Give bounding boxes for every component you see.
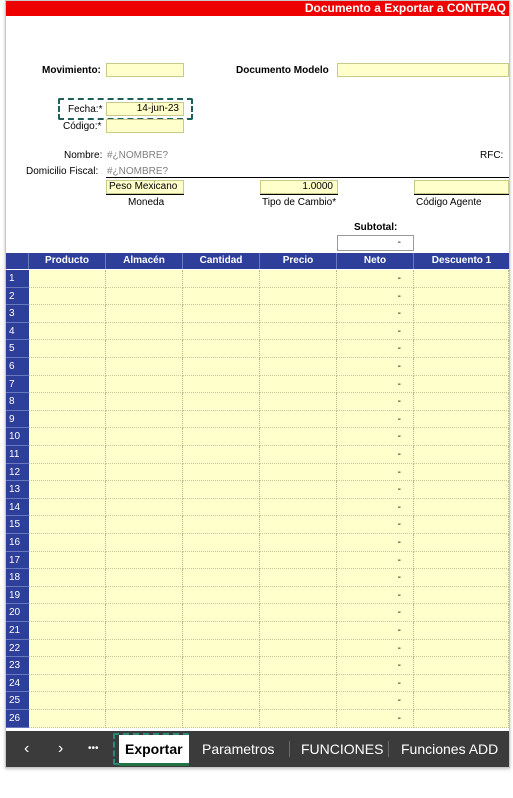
table-cell[interactable] bbox=[260, 499, 337, 517]
table-row bbox=[6, 376, 509, 394]
table-cell[interactable] bbox=[106, 428, 183, 446]
neto-cell[interactable]: - bbox=[337, 376, 414, 394]
row-number[interactable]: 18 bbox=[6, 569, 29, 587]
row-number[interactable]: 10 bbox=[6, 428, 29, 446]
row-number[interactable]: 8 bbox=[6, 393, 29, 411]
table-cell[interactable] bbox=[183, 446, 260, 464]
table-row bbox=[6, 270, 509, 288]
table-cell[interactable] bbox=[183, 270, 260, 288]
table-cell[interactable] bbox=[414, 393, 509, 411]
row-number[interactable]: 3 bbox=[6, 305, 29, 323]
table-cell[interactable] bbox=[183, 428, 260, 446]
table-cell[interactable] bbox=[260, 481, 337, 499]
subtotal-value: - bbox=[337, 235, 414, 251]
table-cell[interactable] bbox=[183, 411, 260, 429]
neto-cell[interactable]: - bbox=[337, 640, 414, 658]
tab-exportar[interactable]: Exportar bbox=[119, 735, 189, 766]
subtotal-label: Subtotal: bbox=[354, 222, 398, 233]
neto-cell[interactable]: - bbox=[337, 657, 414, 675]
header-corner bbox=[6, 253, 29, 269]
documento-modelo-input[interactable] bbox=[337, 63, 509, 77]
table-cell[interactable] bbox=[260, 323, 337, 341]
table-cell[interactable] bbox=[414, 587, 509, 605]
header-producto[interactable]: Producto bbox=[29, 253, 106, 269]
row-number[interactable]: 11 bbox=[6, 446, 29, 464]
tab-separator bbox=[388, 741, 389, 757]
table-cell[interactable] bbox=[29, 376, 106, 394]
table-cell[interactable] bbox=[106, 604, 183, 622]
table-cell[interactable] bbox=[260, 270, 337, 288]
table-row bbox=[6, 692, 509, 710]
table-cell[interactable] bbox=[414, 323, 509, 341]
table-row bbox=[6, 657, 509, 675]
fecha-label: Fecha:* bbox=[68, 104, 103, 115]
table-cell[interactable] bbox=[260, 428, 337, 446]
table-cell[interactable] bbox=[106, 710, 183, 728]
table-row bbox=[6, 516, 509, 534]
table-cell[interactable] bbox=[183, 358, 260, 376]
table-cell[interactable] bbox=[260, 393, 337, 411]
table-cell[interactable] bbox=[183, 657, 260, 675]
table-row bbox=[6, 358, 509, 376]
table-cell[interactable] bbox=[414, 657, 509, 675]
table-row bbox=[6, 534, 509, 552]
table-cell[interactable] bbox=[183, 604, 260, 622]
table-cell[interactable] bbox=[183, 710, 260, 728]
table-cell[interactable] bbox=[260, 376, 337, 394]
neto-cell[interactable]: - bbox=[337, 516, 414, 534]
table-cell[interactable] bbox=[260, 710, 337, 728]
table-cell[interactable] bbox=[29, 640, 106, 658]
neto-cell[interactable]: - bbox=[337, 604, 414, 622]
table-cell[interactable] bbox=[260, 640, 337, 658]
table-cell[interactable] bbox=[29, 358, 106, 376]
neto-cell[interactable]: - bbox=[337, 428, 414, 446]
table-cell[interactable] bbox=[29, 288, 106, 306]
table-row bbox=[6, 710, 509, 728]
tipo-cambio-label: Tipo de Cambio* bbox=[262, 197, 337, 208]
table-cell[interactable] bbox=[260, 446, 337, 464]
row-number[interactable]: 4 bbox=[6, 323, 29, 341]
neto-cell[interactable]: - bbox=[337, 622, 414, 640]
table-cell[interactable] bbox=[106, 657, 183, 675]
header-precio[interactable]: Precio bbox=[260, 253, 337, 269]
neto-cell[interactable]: - bbox=[337, 481, 414, 499]
table-cell[interactable] bbox=[29, 622, 106, 640]
table-cell[interactable] bbox=[29, 464, 106, 482]
table-row bbox=[6, 464, 509, 482]
nombre-label: Nombre: bbox=[64, 150, 103, 161]
table-cell[interactable] bbox=[106, 534, 183, 552]
neto-cell[interactable]: - bbox=[337, 340, 414, 358]
table-cell[interactable] bbox=[414, 340, 509, 358]
table-cell[interactable] bbox=[183, 305, 260, 323]
table-cell[interactable] bbox=[106, 587, 183, 605]
table-cell[interactable] bbox=[106, 552, 183, 570]
table-cell[interactable] bbox=[260, 305, 337, 323]
table-cell[interactable] bbox=[29, 516, 106, 534]
table-cell[interactable] bbox=[183, 675, 260, 693]
table-cell[interactable] bbox=[414, 446, 509, 464]
neto-cell[interactable]: - bbox=[337, 710, 414, 728]
row-number[interactable]: 26 bbox=[6, 710, 29, 728]
table-cell[interactable] bbox=[260, 604, 337, 622]
table-cell[interactable] bbox=[29, 411, 106, 429]
moneda-underline bbox=[106, 194, 184, 195]
table-cell[interactable] bbox=[106, 481, 183, 499]
table-cell[interactable] bbox=[414, 640, 509, 658]
table-cell[interactable] bbox=[414, 305, 509, 323]
table-cell[interactable] bbox=[106, 358, 183, 376]
domicilio-label: Domicilio Fiscal: bbox=[26, 166, 99, 177]
table-cell[interactable] bbox=[260, 516, 337, 534]
row-number[interactable]: 12 bbox=[6, 464, 29, 482]
table-cell[interactable] bbox=[183, 622, 260, 640]
tab-parametros[interactable]: Parametros bbox=[202, 741, 275, 757]
neto-cell[interactable]: - bbox=[337, 692, 414, 710]
row-number[interactable]: 14 bbox=[6, 499, 29, 517]
neto-cell[interactable]: - bbox=[337, 288, 414, 306]
neto-cell[interactable]: - bbox=[337, 323, 414, 341]
header-descuento-1[interactable]: Descuento 1 bbox=[431, 255, 492, 266]
neto-cell[interactable]: - bbox=[337, 446, 414, 464]
row-number[interactable]: 13 bbox=[6, 481, 29, 499]
table-cell[interactable] bbox=[414, 499, 509, 517]
table-cell[interactable] bbox=[183, 569, 260, 587]
table-row bbox=[6, 411, 509, 429]
table-cell[interactable] bbox=[414, 604, 509, 622]
table-cell[interactable] bbox=[414, 692, 509, 710]
table-cell[interactable] bbox=[29, 675, 106, 693]
table-cell[interactable] bbox=[260, 622, 337, 640]
codigo-agente-underline bbox=[414, 194, 509, 195]
row-number[interactable]: 16 bbox=[6, 534, 29, 552]
row-number[interactable]: 2 bbox=[6, 288, 29, 306]
row-number[interactable]: 21 bbox=[6, 622, 29, 640]
header-cantidad[interactable]: Cantidad bbox=[183, 253, 260, 269]
table-cell[interactable] bbox=[183, 516, 260, 534]
table-cell[interactable] bbox=[414, 552, 509, 570]
table-cell[interactable] bbox=[29, 569, 106, 587]
table-cell[interactable] bbox=[29, 340, 106, 358]
document-banner: Documento a Exportar a CONTPAQ bbox=[6, 1, 509, 16]
sheet-tab-bar bbox=[6, 731, 509, 767]
table-cell[interactable] bbox=[414, 270, 509, 288]
header-almacen[interactable]: Almacén bbox=[106, 253, 183, 269]
table-cell[interactable] bbox=[414, 516, 509, 534]
table-cell[interactable] bbox=[183, 376, 260, 394]
row-number[interactable]: 25 bbox=[6, 692, 29, 710]
table-cell[interactable] bbox=[106, 376, 183, 394]
nombre-value: #¿NOMBRE? bbox=[107, 150, 169, 161]
table-row bbox=[6, 587, 509, 605]
table-cell[interactable] bbox=[183, 481, 260, 499]
codigo-input[interactable] bbox=[106, 119, 184, 133]
table-row bbox=[6, 499, 509, 517]
table-cell[interactable] bbox=[29, 305, 106, 323]
table-cell[interactable] bbox=[260, 675, 337, 693]
codigo-label: Código:* bbox=[63, 121, 102, 132]
table-row bbox=[6, 569, 509, 587]
table-cell[interactable] bbox=[183, 340, 260, 358]
table-cell[interactable] bbox=[414, 710, 509, 728]
table-cell[interactable] bbox=[106, 622, 183, 640]
table-cell[interactable] bbox=[29, 270, 106, 288]
table-cell[interactable] bbox=[260, 552, 337, 570]
row-number[interactable]: 20 bbox=[6, 604, 29, 622]
spreadsheet-window bbox=[5, 0, 510, 768]
table-row bbox=[6, 481, 509, 499]
table-cell[interactable] bbox=[29, 587, 106, 605]
table-cell[interactable] bbox=[183, 288, 260, 306]
domicilio-underline bbox=[106, 177, 509, 178]
table-cell[interactable] bbox=[260, 411, 337, 429]
row-number[interactable]: 1 bbox=[6, 270, 29, 288]
table-cell[interactable] bbox=[106, 692, 183, 710]
table-cell[interactable] bbox=[29, 446, 106, 464]
row-number[interactable]: 5 bbox=[6, 340, 29, 358]
table-cell[interactable] bbox=[183, 393, 260, 411]
moneda-label: Moneda bbox=[128, 197, 165, 208]
table-cell[interactable] bbox=[414, 675, 509, 693]
ellipsis-icon[interactable]: ••• bbox=[88, 743, 99, 754]
table-cell[interactable] bbox=[260, 464, 337, 482]
table-cell[interactable] bbox=[106, 569, 183, 587]
table-row bbox=[6, 604, 509, 622]
neto-cell[interactable]: - bbox=[337, 569, 414, 587]
row-number[interactable]: 15 bbox=[6, 516, 29, 534]
fecha-input[interactable]: 14-jun-23 bbox=[106, 102, 184, 116]
table-cell[interactable] bbox=[29, 393, 106, 411]
table-cell[interactable] bbox=[260, 569, 337, 587]
table-cell[interactable] bbox=[183, 464, 260, 482]
row-number[interactable]: 9 bbox=[6, 411, 29, 429]
table-cell[interactable] bbox=[414, 481, 509, 499]
neto-cell[interactable]: - bbox=[337, 534, 414, 552]
table-row bbox=[6, 340, 509, 358]
row-number[interactable]: 22 bbox=[6, 640, 29, 658]
neto-cell[interactable]: - bbox=[337, 393, 414, 411]
table-cell[interactable] bbox=[414, 428, 509, 446]
table-cell[interactable] bbox=[106, 499, 183, 517]
row-number[interactable]: 24 bbox=[6, 675, 29, 693]
neto-cell[interactable]: - bbox=[337, 499, 414, 517]
table-cell[interactable] bbox=[414, 376, 509, 394]
tab-funciones-add[interactable]: Funciones ADD bbox=[401, 741, 499, 757]
moneda-input[interactable]: Peso Mexicano bbox=[106, 180, 184, 194]
table-row bbox=[6, 640, 509, 658]
chevron-left-icon[interactable]: ‹ bbox=[24, 740, 30, 757]
table-row bbox=[6, 552, 509, 570]
table-cell[interactable] bbox=[183, 552, 260, 570]
neto-cell[interactable]: - bbox=[337, 358, 414, 376]
codigo-agente-label: Código Agente bbox=[416, 197, 482, 208]
header-neto[interactable]: Neto bbox=[337, 253, 414, 269]
row-number[interactable]: 6 bbox=[6, 358, 29, 376]
table-cell[interactable] bbox=[106, 340, 183, 358]
table-row bbox=[6, 393, 509, 411]
tipo-cambio-input[interactable]: 1.0000 bbox=[260, 180, 338, 194]
codigo-agente-input[interactable] bbox=[414, 180, 509, 194]
neto-cell[interactable]: - bbox=[337, 552, 414, 570]
table-row bbox=[6, 622, 509, 640]
table-cell[interactable] bbox=[414, 569, 509, 587]
table-header bbox=[6, 253, 509, 269]
table-cell[interactable] bbox=[29, 552, 106, 570]
table-row bbox=[6, 428, 509, 446]
table-cell[interactable] bbox=[414, 411, 509, 429]
table-cell[interactable] bbox=[29, 499, 106, 517]
table-cell[interactable] bbox=[183, 323, 260, 341]
table-cell[interactable] bbox=[106, 464, 183, 482]
neto-cell[interactable]: - bbox=[337, 411, 414, 429]
table-cell[interactable] bbox=[29, 481, 106, 499]
table-cell[interactable] bbox=[106, 393, 183, 411]
table-row bbox=[6, 323, 509, 341]
table-cell[interactable] bbox=[29, 604, 106, 622]
table-row bbox=[6, 305, 509, 323]
tipo-cambio-underline bbox=[260, 194, 338, 195]
rfc-label: RFC: bbox=[480, 150, 504, 161]
table-cell[interactable] bbox=[29, 657, 106, 675]
neto-cell[interactable]: - bbox=[337, 464, 414, 482]
table-cell[interactable] bbox=[414, 534, 509, 552]
table-row bbox=[6, 288, 509, 306]
table-cell[interactable] bbox=[260, 692, 337, 710]
table-cell[interactable] bbox=[183, 499, 260, 517]
tab-funciones[interactable]: FUNCIONES bbox=[301, 741, 384, 757]
neto-cell[interactable]: - bbox=[337, 587, 414, 605]
table-cell[interactable] bbox=[414, 288, 509, 306]
table-cell[interactable] bbox=[260, 657, 337, 675]
movimiento-input[interactable] bbox=[106, 63, 184, 77]
table-cell[interactable] bbox=[106, 288, 183, 306]
documento-modelo-label: Documento Modelo bbox=[236, 65, 329, 76]
row-number[interactable]: 7 bbox=[6, 376, 29, 394]
table-cell[interactable] bbox=[106, 446, 183, 464]
movimiento-label: Movimiento: bbox=[42, 65, 101, 76]
table-cell[interactable] bbox=[106, 323, 183, 341]
neto-cell[interactable]: - bbox=[337, 305, 414, 323]
table-cell[interactable] bbox=[29, 323, 106, 341]
table-cell[interactable] bbox=[414, 358, 509, 376]
table-cell[interactable] bbox=[29, 534, 106, 552]
table-cell[interactable] bbox=[183, 640, 260, 658]
table-cell[interactable] bbox=[183, 587, 260, 605]
table-cell[interactable] bbox=[260, 587, 337, 605]
table-cell[interactable] bbox=[29, 428, 106, 446]
table-cell[interactable] bbox=[414, 464, 509, 482]
row-number[interactable]: 23 bbox=[6, 657, 29, 675]
table-cell[interactable] bbox=[260, 340, 337, 358]
table-cell[interactable] bbox=[29, 710, 106, 728]
table-cell[interactable] bbox=[106, 675, 183, 693]
domicilio-value: #¿NOMBRE? bbox=[107, 166, 169, 177]
table-cell[interactable] bbox=[260, 288, 337, 306]
neto-cell[interactable]: - bbox=[337, 675, 414, 693]
table-cell[interactable] bbox=[414, 622, 509, 640]
chevron-right-icon[interactable]: › bbox=[58, 740, 64, 757]
neto-cell[interactable]: - bbox=[337, 270, 414, 288]
table-cell[interactable] bbox=[106, 305, 183, 323]
row-number[interactable]: 19 bbox=[6, 587, 29, 605]
table-cell[interactable] bbox=[183, 534, 260, 552]
table-cell[interactable] bbox=[29, 692, 106, 710]
table-cell[interactable] bbox=[106, 270, 183, 288]
table-row bbox=[6, 446, 509, 464]
table-row bbox=[6, 675, 509, 693]
row-number[interactable]: 17 bbox=[6, 552, 29, 570]
table-cell[interactable] bbox=[183, 692, 260, 710]
table-cell[interactable] bbox=[260, 358, 337, 376]
table-cell[interactable] bbox=[260, 534, 337, 552]
tab-separator bbox=[289, 741, 290, 757]
table-cell[interactable] bbox=[106, 411, 183, 429]
table-cell[interactable] bbox=[106, 640, 183, 658]
table-cell[interactable] bbox=[106, 516, 183, 534]
